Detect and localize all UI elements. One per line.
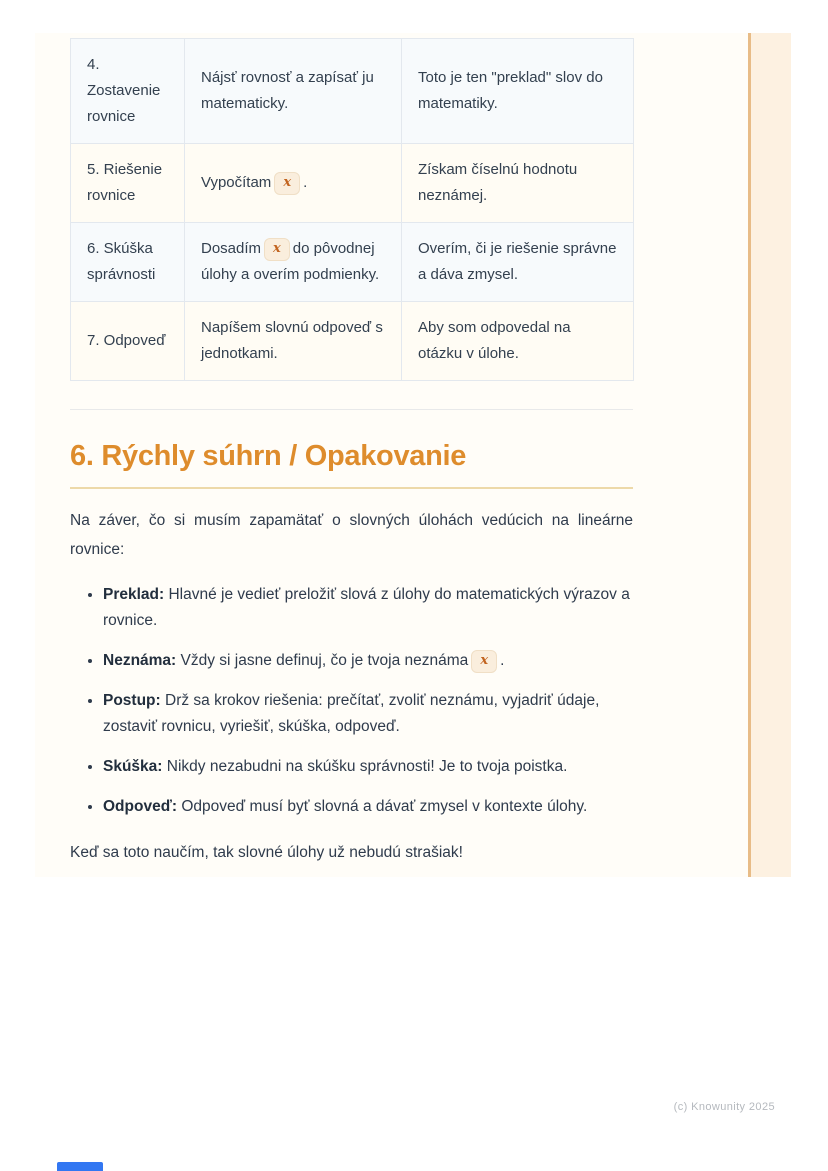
bullet-label: Preklad:	[103, 586, 165, 603]
text-segment: Overím, či je riešenie správne a dáva zmysel.	[418, 240, 617, 283]
text-segment: Drž sa krokov riešenia: prečítať, zvoliť neznámu, vyjadriť údaje, zostaviť rovnicu, vyriešiť, skúška, odpoveď.	[103, 692, 600, 735]
x-variable-chip: x	[274, 172, 300, 195]
text-segment: Nájsť rovnosť a zapísať ju matematicky.	[201, 69, 374, 112]
text-segment: Odpoveď musí byť slovná a dávať zmysel v kontexte úlohy.	[181, 798, 588, 815]
text-segment: do pôvodnej úlohy a overím podmienky.	[201, 240, 380, 283]
text-segment: Vždy si jasne definuj, čo je tvoja neznáma	[180, 652, 469, 669]
step-cell: 7. Odpoveď	[71, 302, 185, 381]
how-cell	[185, 302, 402, 381]
table-row	[71, 223, 634, 302]
table-row	[71, 302, 634, 381]
list-item	[103, 794, 633, 820]
intro-paragraph: Na záver, čo si musím zapamätať o slovných úlohách vedúcich na lineárne rovnice:	[70, 512, 633, 558]
bullet-label: Skúška:	[103, 758, 163, 775]
why-cell	[402, 144, 634, 223]
text-segment: Nikdy nezabudni na skúšku správnosti! Je to tvoja poistka.	[166, 758, 568, 775]
text-segment: Získam číselnú hodnotu neznámej.	[418, 161, 578, 204]
table-row	[71, 144, 634, 223]
page-accent-strip	[748, 33, 791, 877]
summary-list	[70, 582, 633, 820]
list-item	[103, 754, 633, 780]
bottom-left-blue-bar	[57, 1162, 103, 1171]
text-segment: Vypočítam	[201, 174, 272, 191]
text-segment: Aby som odpovedal na otázku v úlohe.	[418, 319, 571, 362]
list-item	[103, 648, 633, 674]
step-cell: 6. Skúška správnosti	[71, 223, 185, 302]
why-cell	[402, 39, 634, 144]
text-segment: Toto je ten "preklad" slov do matematiky.	[418, 69, 603, 112]
section-heading: 6. Rýchly súhrn / Opakovanie	[70, 440, 633, 489]
table-row	[71, 39, 634, 144]
how-cell	[185, 39, 402, 144]
text-segment: Hlavné je vedieť preložiť slová z úlohy do matematických výrazov a rovnice.	[103, 586, 630, 629]
list-item	[103, 582, 633, 634]
step-cell: 5. Riešenie rovnice	[71, 144, 185, 223]
why-cell	[402, 302, 634, 381]
text-segment: .	[500, 652, 505, 669]
why-cell	[402, 223, 634, 302]
list-item	[103, 688, 633, 740]
document-page	[35, 33, 791, 877]
step-cell: 4. Zostavenie rovnice	[71, 39, 185, 144]
bullet-label: Odpoveď:	[103, 798, 178, 815]
bullet-label: Neznáma:	[103, 652, 177, 669]
x-variable-chip: x	[471, 650, 497, 673]
text-segment: Napíšem slovnú odpoveď s jednotkami.	[201, 319, 383, 362]
how-cell	[185, 223, 402, 302]
closing-paragraph: Keď sa toto naučím, tak slovné úlohy už nebudú strašiak!	[70, 844, 463, 861]
page-content	[70, 38, 633, 866]
steps-table	[70, 38, 634, 381]
section-divider	[70, 409, 633, 410]
x-variable-chip: x	[264, 238, 290, 261]
text-segment: Dosadím	[201, 240, 262, 257]
footer-copyright: (c) Knowunity 2025	[673, 1101, 775, 1113]
bullet-label: Postup:	[103, 692, 161, 709]
how-cell	[185, 144, 402, 223]
text-segment: .	[303, 174, 308, 191]
